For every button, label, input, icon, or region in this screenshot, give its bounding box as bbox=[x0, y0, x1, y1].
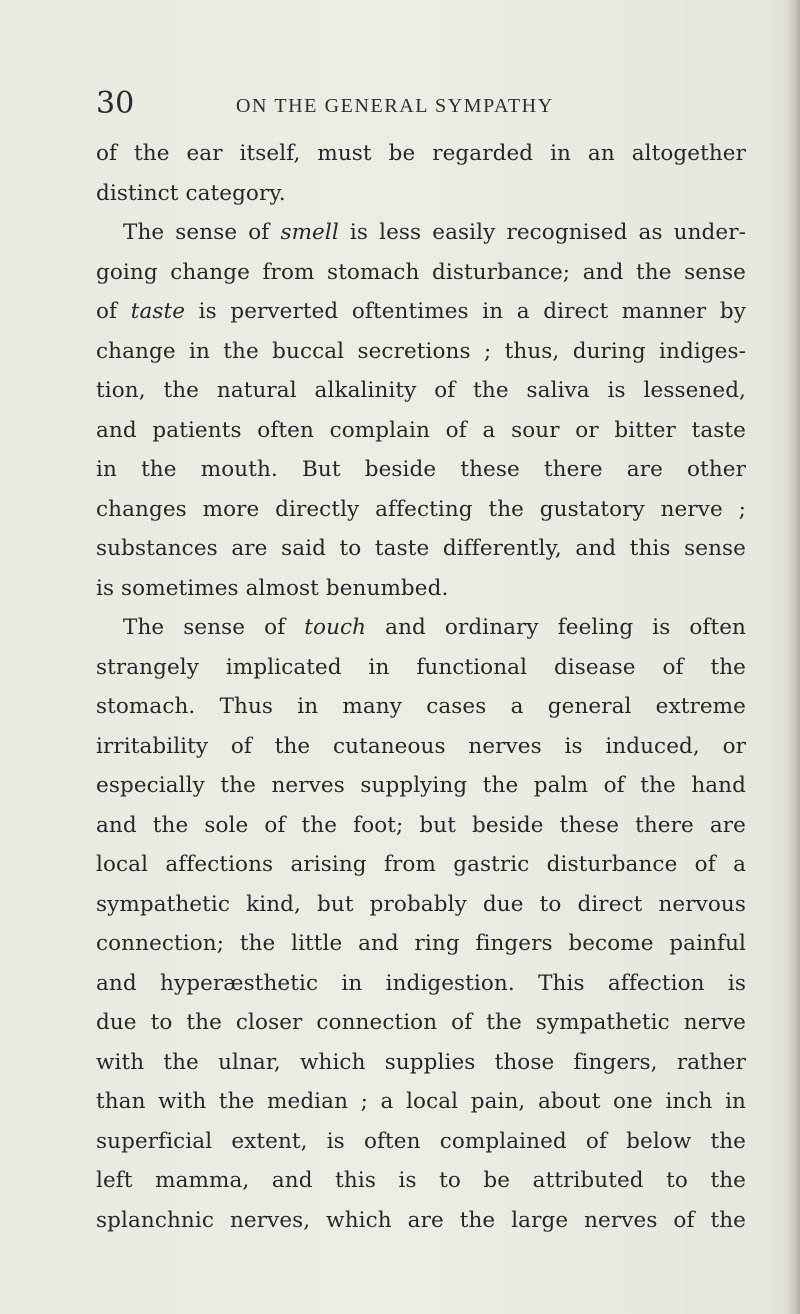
body-text bbox=[96, 134, 746, 1240]
text-line: with the ulnar, which supplies those fingers, rather bbox=[96, 1049, 746, 1075]
text-line: going change from stomach disturbance; and the sense bbox=[96, 259, 746, 285]
text-line: The sense of smell is less easily recognised as under- bbox=[123, 220, 746, 245]
text-line: local affections arising from gastric disturbance of a bbox=[96, 852, 746, 877]
italic-term: taste bbox=[130, 299, 186, 324]
text-line: due to the closer connection of the sympathetic nerve bbox=[96, 1010, 746, 1035]
italic-term: touch bbox=[304, 615, 367, 640]
text-line: of taste is perverted oftentimes in a direct manner by bbox=[96, 299, 746, 324]
text-line: irritability of the cutaneous nerves is induced, or bbox=[96, 733, 746, 759]
text-line: changes more directly affecting the gustatory nerve ; bbox=[96, 496, 746, 522]
text-line: tion, the natural alkalinity of the saliva is lessened, bbox=[96, 378, 746, 403]
text-line: strangely implicated in functional disease of the bbox=[96, 654, 746, 680]
text-line: than with the median ; a local pain, about one inch in bbox=[96, 1089, 746, 1114]
text-line: splanchnic nerves, which are the large nerves of the bbox=[96, 1207, 746, 1233]
text-line: stomach. Thus in many cases a general extreme bbox=[96, 694, 746, 719]
running-title: ON THE GENERAL SYMPATHY bbox=[236, 95, 554, 117]
text-line: change in the buccal secretions ; thus, during indiges- bbox=[96, 338, 746, 364]
text-line: and hyperæsthetic in indigestion. This affection is bbox=[96, 970, 746, 996]
page-number: 30 bbox=[96, 86, 135, 121]
page-edge-shadow bbox=[786, 0, 800, 1314]
text-line: is sometimes almost benumbed. bbox=[96, 575, 449, 601]
text-line: The sense of touch and ordinary feeling is often bbox=[123, 615, 746, 640]
text-line: of the ear itself, must be regarded in an altogether bbox=[96, 141, 746, 166]
italic-term: smell bbox=[280, 220, 339, 245]
text-line: substances are said to taste differently, and this sense bbox=[96, 536, 746, 561]
text-line: superficial extent, is often complained of below the bbox=[96, 1128, 746, 1154]
text-line: and patients often complain of a sour or bitter taste bbox=[96, 417, 746, 443]
text-line: sympathetic kind, but probably due to direct nervous bbox=[96, 891, 746, 917]
text-line: in the mouth. But beside these there are other bbox=[96, 457, 746, 482]
text-line: left mamma, and this is to be attributed to the bbox=[96, 1168, 746, 1193]
text-line: especially the nerves supplying the palm of the hand bbox=[96, 773, 746, 798]
text-line: and the sole of the foot; but beside these there are bbox=[96, 812, 746, 838]
text-line: connection; the little and ring fingers become painful bbox=[96, 931, 746, 956]
text-line: distinct category. bbox=[96, 180, 286, 206]
running-head bbox=[96, 84, 616, 124]
